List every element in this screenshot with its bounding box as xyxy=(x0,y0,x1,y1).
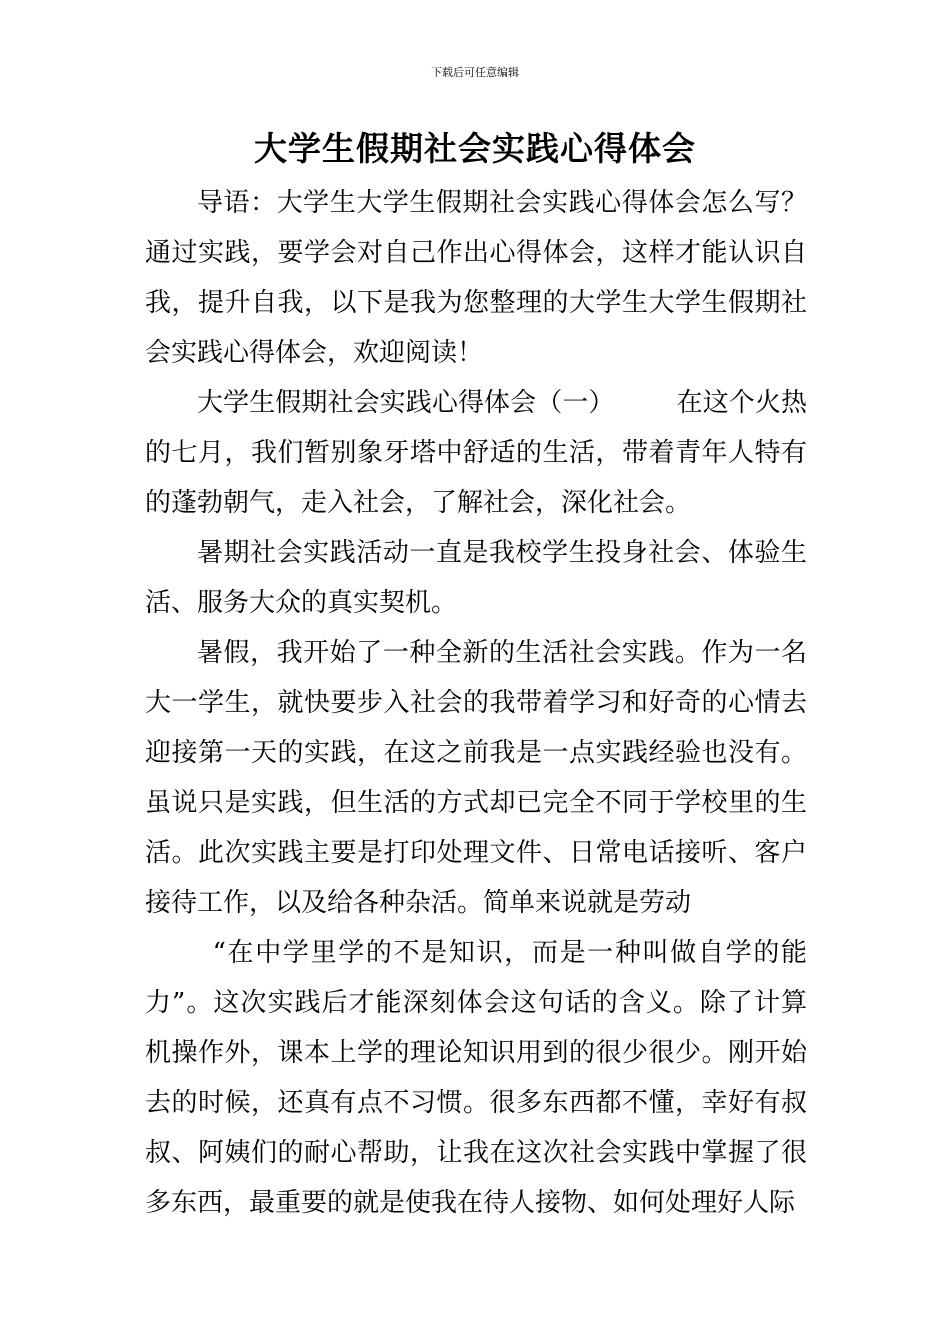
paragraph-intro: 导语：大学生大学生假期社会实践心得体会怎么写？通过实践，要学会对自己作出心得体会，这样才能认识自我，提升自我，以下是我为您整理的大学生大学生假期社会实践心得体会，欢迎阅读！ xyxy=(145,188,807,368)
paragraph-quote: “在中学里学的不是知识，而是一种叫做自学的能力”。这次实践后才能深刻体会这句话的含义。除了计算机操作外，课本上学的理论知识用到的很少很少。刚开始去的时候，还真有点不习惯。很多东西都不懂，幸好有叔叔、阿姨们的耐心帮助，让我在这次社会实践中掌握了很多东西，最重要的就是使我在待人接物、如何处理好人际 xyxy=(145,938,807,1218)
document-body xyxy=(145,178,807,1228)
section-one-text: 在这个火热的七月，我们暂别象牙塔中舒适的生活，带着青年人特有的蓬勃朝气，走入社会，了解社会，深化社会。 xyxy=(145,388,807,518)
section-one-heading: 大学生假期社会实践心得体会（一） xyxy=(197,388,615,418)
paragraph-summer-activity: 暑期社会实践活动一直是我校学生投身社会、体验生活、服务大众的真实契机。 xyxy=(145,538,807,618)
paragraph-summer-practice: 暑假，我开始了一种全新的生活社会实践。作为一名大一学生，就快要步入社会的我带着学习和好奇的心情去迎接第一天的实践，在这之前我是一点实践经验也没有。虽说只是实践，但生活的方式却已完全不同于学校里的生活。此次实践主要是打印处理文件、日常电话接听、客户接待工作，以及给各种杂活。简单来说就是劳动 xyxy=(145,638,807,918)
document-title: 大学生假期社会实践心得体会 xyxy=(254,129,696,168)
paragraph-section-one xyxy=(145,378,807,528)
header-note: 下载后可任意编辑 xyxy=(431,66,519,79)
